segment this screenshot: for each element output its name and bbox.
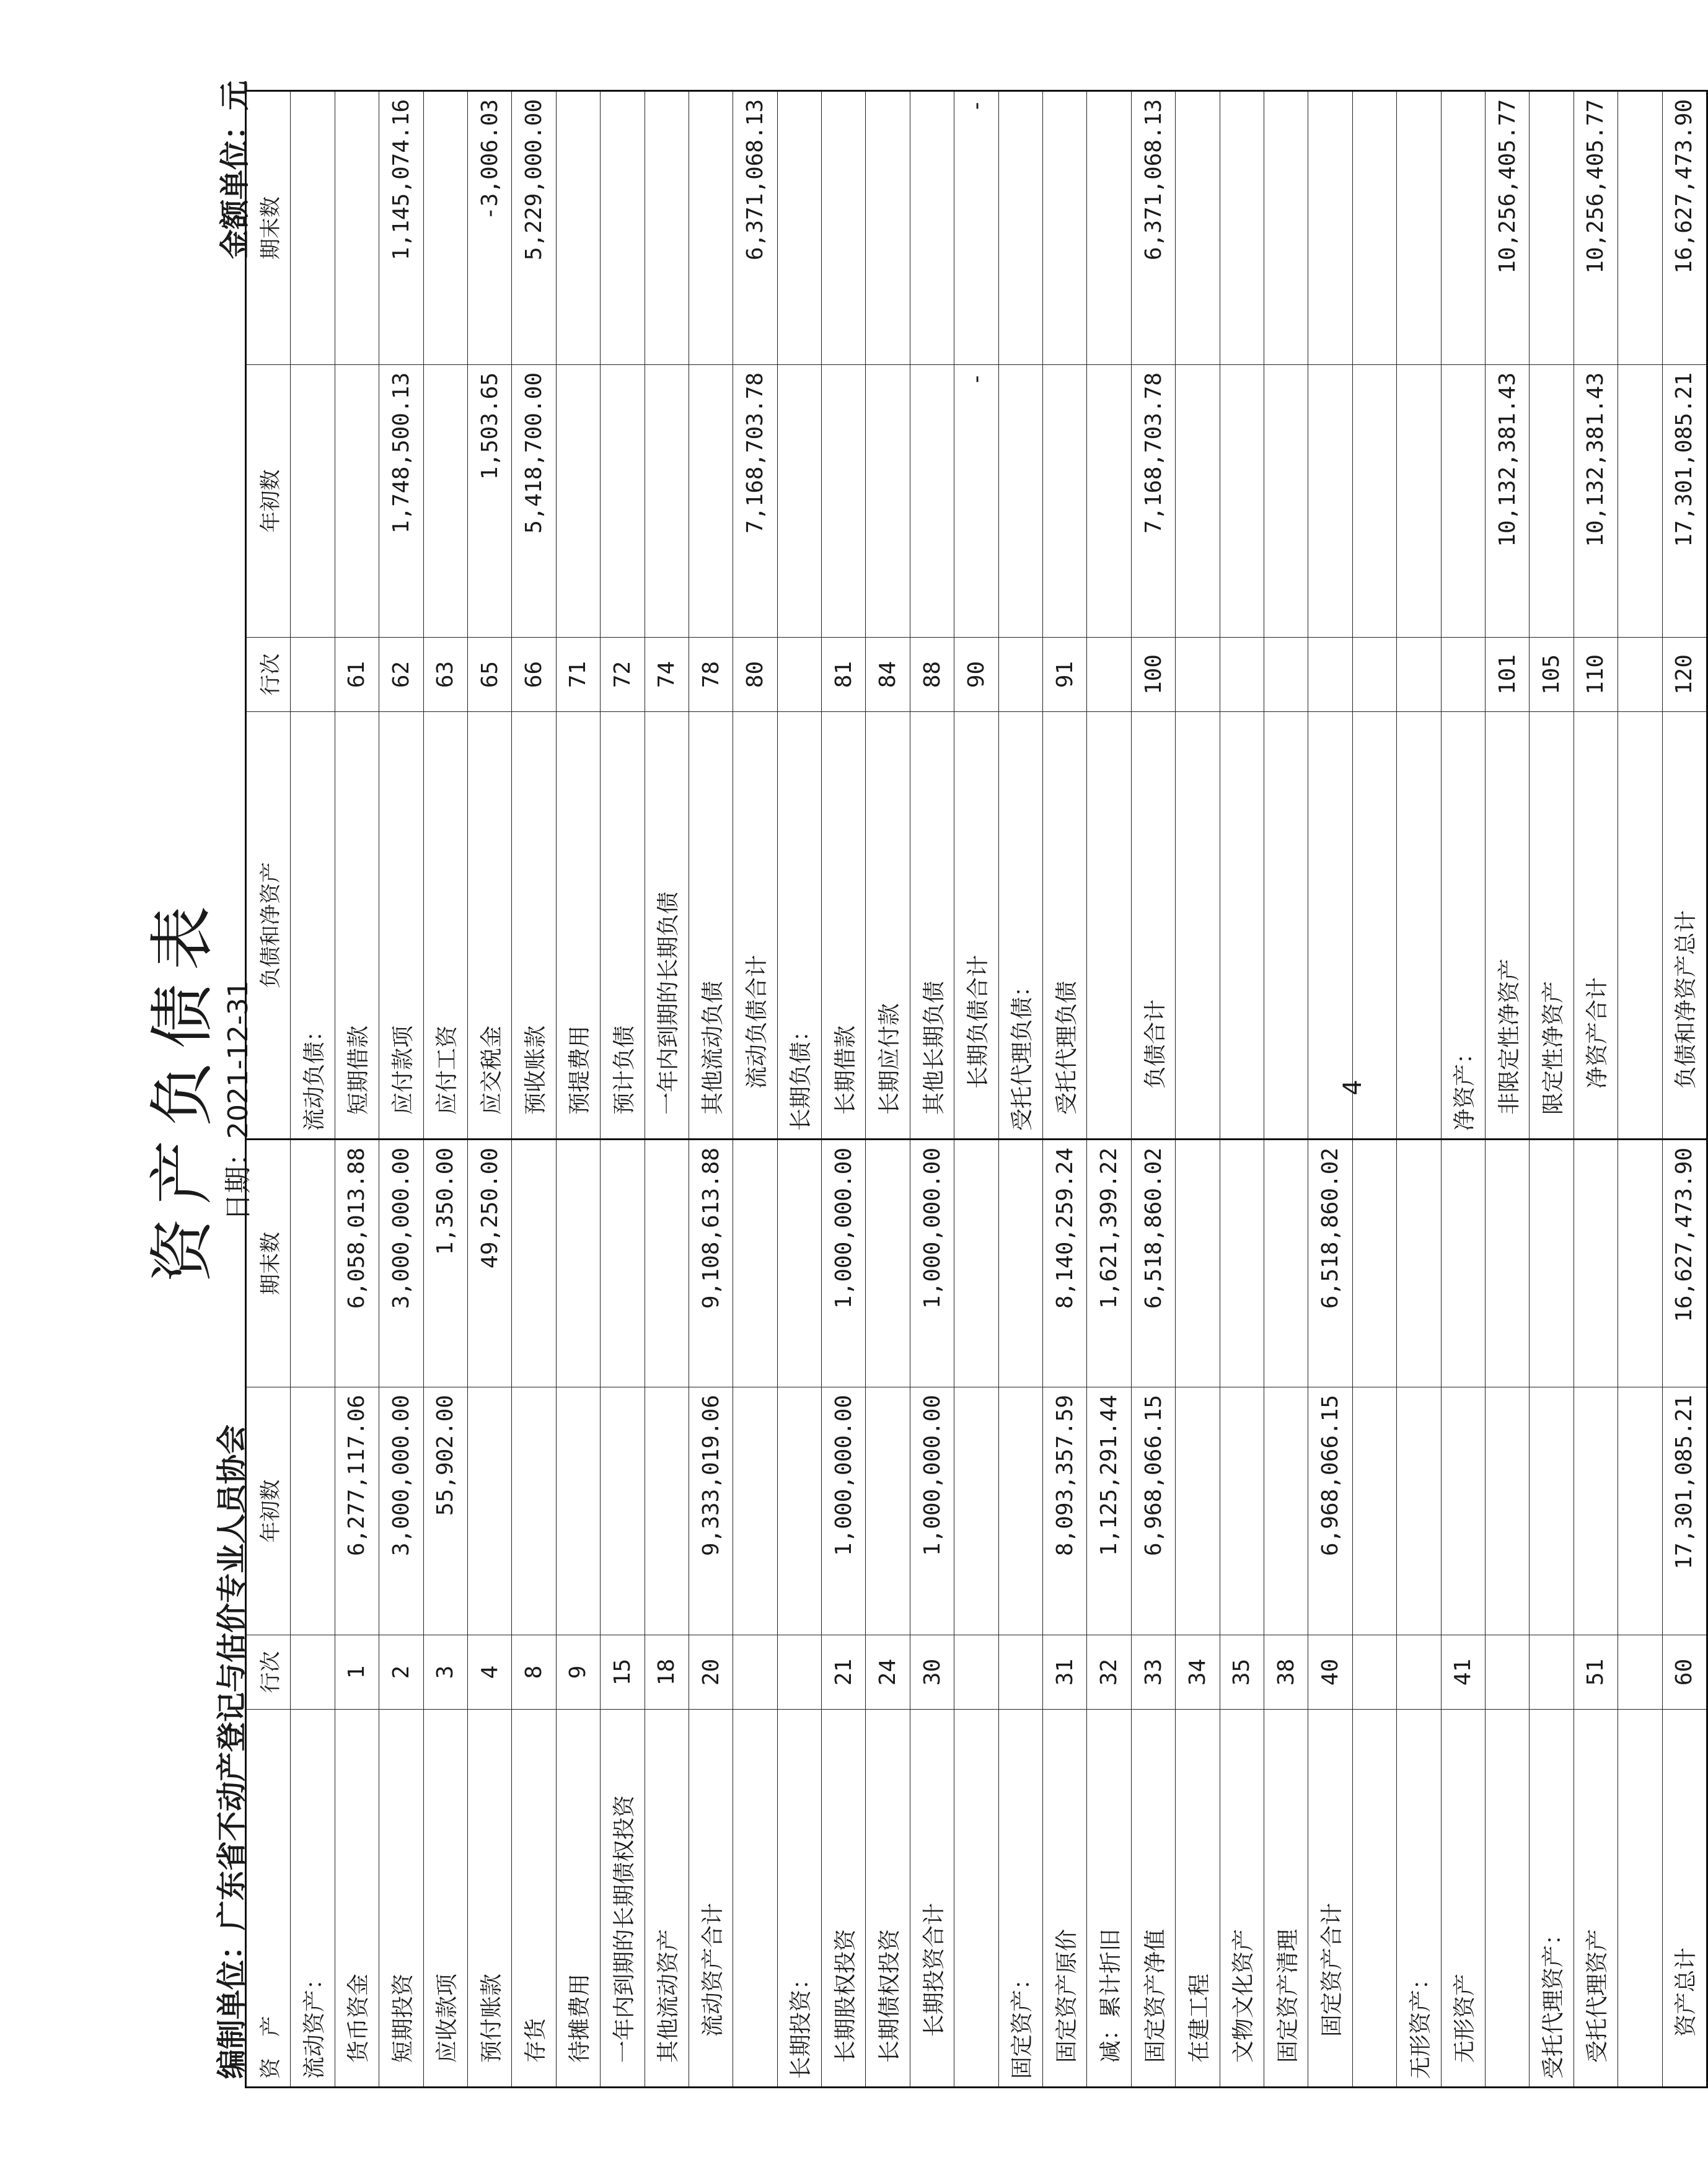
liability-beginning-balance: [998, 365, 1042, 638]
asset-ending-balance: [1220, 1140, 1264, 1387]
liability-line-no: 81: [822, 638, 866, 712]
liability-line-no: [1618, 638, 1662, 712]
table-row: [1530, 91, 1574, 2088]
liability-ending-balance: [1397, 91, 1441, 365]
liability-line-no: [1087, 638, 1131, 712]
liability-name: [1397, 712, 1441, 1140]
asset-name: 应收款项: [423, 1710, 467, 2088]
table-row: [822, 91, 866, 2088]
asset-beginning-balance: [1574, 1387, 1618, 1635]
unit-label: 金额单位：: [218, 110, 252, 260]
asset-line-no: 24: [866, 1635, 910, 1710]
liability-ending-balance: [423, 91, 467, 365]
asset-line-no: 33: [1131, 1635, 1175, 1710]
asset-line-no: 38: [1264, 1635, 1308, 1710]
asset-ending-balance: 1,000,000.00: [822, 1140, 866, 1387]
header-liabilities-net-assets: 负债和净资产: [246, 712, 291, 1140]
org-name: 广东省不动产登记与估价专业人员协会: [214, 1424, 249, 1930]
liability-line-no: [998, 638, 1042, 712]
asset-ending-balance: [601, 1140, 645, 1387]
liability-beginning-balance: 10,132,381.43: [1485, 365, 1529, 638]
asset-line-no: 4: [467, 1635, 511, 1710]
asset-name: 一年内到期的长期债权投资: [601, 1710, 645, 2088]
liability-beginning-balance: [1441, 365, 1485, 638]
asset-ending-balance: 6,518,860.02: [1131, 1140, 1175, 1387]
asset-line-no: 60: [1662, 1635, 1707, 1710]
table-row: [423, 91, 467, 2088]
asset-beginning-balance: [866, 1387, 910, 1635]
table-row: [1131, 91, 1175, 2088]
liability-beginning-balance: [1397, 365, 1441, 638]
liability-beginning-balance: [423, 365, 467, 638]
asset-ending-balance: [733, 1140, 777, 1387]
asset-beginning-balance: [777, 1387, 821, 1635]
liability-name: 其他长期负债: [910, 712, 954, 1140]
liability-name: 净资产合计: [1574, 712, 1618, 1140]
asset-beginning-balance: [1485, 1387, 1529, 1635]
liability-ending-balance: [645, 91, 689, 365]
asset-ending-balance: [1485, 1140, 1529, 1387]
liability-name: [1264, 712, 1308, 1140]
asset-beginning-balance: [512, 1387, 556, 1635]
liability-beginning-balance: [291, 365, 335, 638]
asset-name: 预付账款: [467, 1710, 511, 2088]
asset-ending-balance: [866, 1140, 910, 1387]
liability-ending-balance: 5,229,000.00: [512, 91, 556, 365]
liability-name: 应付款项: [379, 712, 423, 1140]
table-row: [645, 91, 689, 2088]
liability-name: 净资产：: [1441, 712, 1485, 1140]
asset-beginning-balance: [467, 1387, 511, 1635]
asset-line-no: 2: [379, 1635, 423, 1710]
asset-name: 无形资产: [1441, 1710, 1485, 2088]
header-line-no: 行次: [246, 1635, 291, 1710]
asset-ending-balance: 49,250.00: [467, 1140, 511, 1387]
asset-ending-balance: [1397, 1140, 1441, 1387]
asset-name: 固定资产：: [998, 1710, 1042, 2088]
asset-name: 流动资产合计: [689, 1710, 733, 2088]
liability-ending-balance: [601, 91, 645, 365]
unit-value: 元: [218, 81, 252, 111]
balance-sheet-body: [246, 91, 1707, 2088]
asset-beginning-balance: [1530, 1387, 1574, 1635]
header-ending-balance: 期末数: [246, 91, 291, 365]
asset-beginning-balance: 6,277,117.06: [335, 1387, 379, 1635]
table-row: [1176, 91, 1220, 2088]
liability-ending-balance: 1,145,074.16: [379, 91, 423, 365]
asset-ending-balance: 8,140,259.24: [1043, 1140, 1087, 1387]
asset-line-no: 18: [645, 1635, 689, 1710]
asset-beginning-balance: 6,968,066.15: [1131, 1387, 1175, 1635]
asset-beginning-balance: 6,968,066.15: [1308, 1387, 1352, 1635]
asset-name: [954, 1710, 998, 2088]
liability-ending-balance: [998, 91, 1042, 365]
table-header-row: [246, 91, 291, 2088]
liability-line-no: 78: [689, 638, 733, 712]
table-row: [689, 91, 733, 2088]
table-row: [1397, 91, 1441, 2088]
asset-ending-balance: [645, 1140, 689, 1387]
liability-ending-balance: 10,256,405.77: [1574, 91, 1618, 365]
liability-ending-balance: [556, 91, 600, 365]
asset-name: 待摊费用: [556, 1710, 600, 2088]
liability-beginning-balance: 7,168,703.78: [733, 365, 777, 638]
liability-beginning-balance: [645, 365, 689, 638]
liability-beginning-balance: [1220, 365, 1264, 638]
asset-line-no: [1530, 1635, 1574, 1710]
asset-beginning-balance: 3,000,000.00: [379, 1387, 423, 1635]
liability-ending-balance: [1087, 91, 1131, 365]
asset-beginning-balance: 8,093,357.59: [1043, 1387, 1087, 1635]
liability-beginning-balance: [910, 365, 954, 638]
asset-line-no: [954, 1635, 998, 1710]
liability-ending-balance: [1441, 91, 1485, 365]
asset-name: 长期投资：: [777, 1710, 821, 2088]
asset-line-no: 30: [910, 1635, 954, 1710]
table-row: [467, 91, 511, 2088]
asset-ending-balance: [1441, 1140, 1485, 1387]
liability-name: 预收账款: [512, 712, 556, 1140]
asset-name: 在建工程: [1176, 1710, 1220, 2088]
liability-beginning-balance: [1043, 365, 1087, 638]
asset-ending-balance: 3,000,000.00: [379, 1140, 423, 1387]
asset-beginning-balance: [733, 1387, 777, 1635]
asset-name: 固定资产净值: [1131, 1710, 1175, 2088]
table-row: [1220, 91, 1264, 2088]
asset-ending-balance: 6,518,860.02: [1308, 1140, 1352, 1387]
liability-name: 长期负债合计: [954, 712, 998, 1140]
asset-beginning-balance: 17,301,085.21: [1662, 1387, 1707, 1635]
liability-beginning-balance: [777, 365, 821, 638]
asset-line-no: 3: [423, 1635, 467, 1710]
liability-ending-balance: [822, 91, 866, 365]
organization-line: [208, 1425, 250, 2079]
asset-line-no: [291, 1635, 335, 1710]
liability-name: 受托代理负债：: [998, 712, 1042, 1140]
header-beginning-balance: 年初数: [246, 365, 291, 638]
table-row: [954, 91, 998, 2088]
asset-beginning-balance: [1441, 1387, 1485, 1635]
liability-name: 其他流动负债: [689, 712, 733, 1140]
asset-name: 固定资产清理: [1264, 1710, 1308, 2088]
asset-line-no: [1397, 1635, 1441, 1710]
asset-name: 无形资产：: [1397, 1710, 1441, 2088]
asset-line-no: [1618, 1635, 1662, 1710]
asset-ending-balance: [291, 1140, 335, 1387]
liability-line-no: 91: [1043, 638, 1087, 712]
liability-ending-balance: 6,371,068.13: [733, 91, 777, 365]
asset-line-no: 20: [689, 1635, 733, 1710]
asset-name: 文物文化资产: [1220, 1710, 1264, 2088]
liability-line-no: 62: [379, 638, 423, 712]
liability-line-no: 80: [733, 638, 777, 712]
table-row: [1043, 91, 1087, 2088]
liability-line-no: 61: [335, 638, 379, 712]
asset-ending-balance: [1530, 1140, 1574, 1387]
asset-ending-balance: [556, 1140, 600, 1387]
asset-name: [733, 1710, 777, 2088]
date-label: 日期：: [222, 1139, 254, 1221]
table-row: [866, 91, 910, 2088]
page-title: 资产负债表: [144, 892, 220, 1283]
asset-name: 流动资产：: [291, 1710, 335, 2088]
asset-line-no: 34: [1176, 1635, 1220, 1710]
liability-name: 长期负债：: [777, 712, 821, 1140]
asset-name: 短期投资: [379, 1710, 423, 2088]
liability-line-no: [777, 638, 821, 712]
liability-line-no: 66: [512, 638, 556, 712]
liability-name: [1220, 712, 1264, 1140]
table-row: [512, 91, 556, 2088]
asset-beginning-balance: [291, 1387, 335, 1635]
liability-ending-balance: 10,256,405.77: [1485, 91, 1529, 365]
liability-ending-balance: 16,627,473.90: [1662, 91, 1707, 365]
liability-line-no: [1264, 638, 1308, 712]
liability-name: [1176, 712, 1220, 1140]
asset-beginning-balance: 1,000,000.00: [910, 1387, 954, 1635]
header-line-no: 行次: [246, 638, 291, 712]
liability-beginning-balance: -: [954, 365, 998, 638]
liability-beginning-balance: 1,503.65: [467, 365, 511, 638]
liability-name: 流动负债：: [291, 712, 335, 1140]
asset-beginning-balance: [1397, 1387, 1441, 1635]
balance-sheet-table: [245, 90, 1708, 2088]
liability-name: 流动负债合计: [733, 712, 777, 1140]
liability-name: 应付工资: [423, 712, 467, 1140]
liability-beginning-balance: [1176, 365, 1220, 638]
table-row: [1264, 91, 1308, 2088]
table-row: [1441, 91, 1485, 2088]
asset-line-no: 9: [556, 1635, 600, 1710]
asset-beginning-balance: [556, 1387, 600, 1635]
asset-ending-balance: [777, 1140, 821, 1387]
asset-name: 其他流动资产: [645, 1710, 689, 2088]
liability-name: [1618, 712, 1662, 1140]
table-row: [1087, 91, 1131, 2088]
liability-ending-balance: [291, 91, 335, 365]
liability-beginning-balance: [689, 365, 733, 638]
liability-beginning-balance: [1530, 365, 1574, 638]
liability-ending-balance: [1530, 91, 1574, 365]
asset-beginning-balance: [1176, 1387, 1220, 1635]
liability-beginning-balance: [601, 365, 645, 638]
asset-line-no: 21: [822, 1635, 866, 1710]
asset-ending-balance: [954, 1140, 998, 1387]
asset-line-no: [1485, 1635, 1529, 1710]
table-row: [777, 91, 821, 2088]
liability-line-no: 101: [1485, 638, 1529, 712]
asset-name: [1618, 1710, 1662, 2088]
asset-ending-balance: 6,058,013.88: [335, 1140, 379, 1387]
table-row: [998, 91, 1042, 2088]
table-row: [1662, 91, 1707, 2088]
liability-ending-balance: [910, 91, 954, 365]
asset-beginning-balance: [1264, 1387, 1308, 1635]
date-value: 2021-12-31: [222, 980, 254, 1139]
liability-line-no: 105: [1530, 638, 1574, 712]
table-row: [601, 91, 645, 2088]
liability-line-no: [1176, 638, 1220, 712]
liability-name: 负债和净资产总计: [1662, 712, 1707, 1140]
liability-beginning-balance: [1087, 365, 1131, 638]
asset-ending-balance: 1,000,000.00: [910, 1140, 954, 1387]
liability-line-no: 63: [423, 638, 467, 712]
liability-beginning-balance: 7,168,703.78: [1131, 365, 1175, 638]
asset-ending-balance: [512, 1140, 556, 1387]
liability-name: 受托代理负债: [1043, 712, 1087, 1140]
liability-name: 一年内到期的长期负债: [645, 712, 689, 1140]
liability-name: 非限定性净资产: [1485, 712, 1529, 1140]
liability-beginning-balance: [1618, 365, 1662, 638]
asset-line-no: 15: [601, 1635, 645, 1710]
asset-name: 固定资产原价: [1043, 1710, 1087, 2088]
asset-beginning-balance: 1,125,291.44: [1087, 1387, 1131, 1635]
liability-line-no: 65: [467, 638, 511, 712]
liability-line-no: 84: [866, 638, 910, 712]
liability-line-no: 88: [910, 638, 954, 712]
liability-ending-balance: [689, 91, 733, 365]
liability-line-no: [291, 638, 335, 712]
liability-name: 应交税金: [467, 712, 511, 1140]
asset-line-no: [733, 1635, 777, 1710]
header-beginning-balance: 年初数: [246, 1387, 291, 1635]
asset-beginning-balance: [954, 1387, 998, 1635]
liability-ending-balance: [335, 91, 379, 365]
liability-name: 负债合计: [1131, 712, 1175, 1140]
asset-line-no: 41: [1441, 1635, 1485, 1710]
asset-line-no: 1: [335, 1635, 379, 1710]
liability-beginning-balance: [822, 365, 866, 638]
header-assets: 资 产: [246, 1710, 291, 2088]
liability-beginning-balance: 1,748,500.13: [379, 365, 423, 638]
asset-line-no: 8: [512, 1635, 556, 1710]
liability-beginning-balance: [1264, 365, 1308, 638]
liability-beginning-balance: [335, 365, 379, 638]
table-row: [335, 91, 379, 2088]
liability-ending-balance: [866, 91, 910, 365]
asset-line-no: 35: [1220, 1635, 1264, 1710]
liability-ending-balance: [1043, 91, 1087, 365]
liability-name: 限定性净资产: [1530, 712, 1574, 1140]
liability-ending-balance: [1264, 91, 1308, 365]
asset-ending-balance: [1618, 1140, 1662, 1387]
asset-line-no: 32: [1087, 1635, 1131, 1710]
liability-line-no: [1397, 638, 1441, 712]
table-row: [379, 91, 423, 2088]
liability-line-no: [1441, 638, 1485, 712]
liability-ending-balance: -: [954, 91, 998, 365]
table-row: [733, 91, 777, 2088]
liability-beginning-balance: [866, 365, 910, 638]
liability-ending-balance: [1220, 91, 1264, 365]
liability-line-no: 74: [645, 638, 689, 712]
table-row: [556, 91, 600, 2088]
liability-name: 预计负债: [601, 712, 645, 1140]
asset-line-no: 31: [1043, 1635, 1087, 1710]
liability-name: 长期借款: [822, 712, 866, 1140]
header-ending-balance: 期末数: [246, 1140, 291, 1387]
liability-line-no: 72: [601, 638, 645, 712]
liability-line-no: 120: [1662, 638, 1707, 712]
liability-beginning-balance: 5,418,700.00: [512, 365, 556, 638]
table-row: [1574, 91, 1618, 2088]
asset-name: [1485, 1710, 1529, 2088]
asset-name: 货币资金: [335, 1710, 379, 2088]
liability-name: [1087, 712, 1131, 1140]
asset-line-no: 40: [1308, 1635, 1352, 1710]
asset-name: 长期投资合计: [910, 1710, 954, 2088]
asset-line-no: 51: [1574, 1635, 1618, 1710]
liability-name: 长期应付款: [866, 712, 910, 1140]
asset-name: 存货: [512, 1710, 556, 2088]
asset-beginning-balance: [645, 1387, 689, 1635]
asset-line-no: [998, 1635, 1042, 1710]
asset-beginning-balance: 9,333,019.06: [689, 1387, 733, 1635]
liability-ending-balance: -3,006.03: [467, 91, 511, 365]
page-number: 4: [1339, 1079, 1367, 1096]
org-label: 编制单位：: [214, 1930, 249, 2079]
table-row: [910, 91, 954, 2088]
table-row: [291, 91, 335, 2088]
liability-ending-balance: [777, 91, 821, 365]
asset-name: 资产总计: [1662, 1710, 1707, 2088]
asset-name: 减：累计折旧: [1087, 1710, 1131, 2088]
liability-beginning-balance: 10,132,381.43: [1574, 365, 1618, 638]
liability-line-no: 90: [954, 638, 998, 712]
asset-ending-balance: [1574, 1140, 1618, 1387]
liability-line-no: 71: [556, 638, 600, 712]
asset-name: 固定资产合计: [1308, 1710, 1352, 2088]
asset-name: 长期股权投资: [822, 1710, 866, 2088]
asset-beginning-balance: 1,000,000.00: [822, 1387, 866, 1635]
liability-line-no: 100: [1131, 638, 1175, 712]
asset-name: 受托代理资产：: [1530, 1710, 1574, 2088]
asset-ending-balance: 1,350.00: [423, 1140, 467, 1387]
liability-beginning-balance: [556, 365, 600, 638]
asset-ending-balance: 1,621,399.22: [1087, 1140, 1131, 1387]
asset-line-no: [777, 1635, 821, 1710]
liability-ending-balance: [1176, 91, 1220, 365]
liability-ending-balance: 6,371,068.13: [1131, 91, 1175, 365]
liability-line-no: [1220, 638, 1264, 712]
liability-name: 短期借款: [335, 712, 379, 1140]
table-row: [1618, 91, 1662, 2088]
table-row: [1485, 91, 1529, 2088]
asset-beginning-balance: 55,902.00: [423, 1387, 467, 1635]
asset-ending-balance: [1264, 1140, 1308, 1387]
asset-beginning-balance: [601, 1387, 645, 1635]
liability-beginning-balance: 17,301,085.21: [1662, 365, 1707, 638]
asset-name: 长期债权投资: [866, 1710, 910, 2088]
asset-name: 受托代理资产: [1574, 1710, 1618, 2088]
asset-beginning-balance: [1618, 1387, 1662, 1635]
liability-name: 预提费用: [556, 712, 600, 1140]
asset-ending-balance: 9,108,613.88: [689, 1140, 733, 1387]
asset-ending-balance: [1176, 1140, 1220, 1387]
asset-ending-balance: [998, 1140, 1042, 1387]
asset-beginning-balance: [1220, 1387, 1264, 1635]
liability-ending-balance: [1618, 91, 1662, 365]
asset-beginning-balance: [998, 1387, 1042, 1635]
liability-line-no: 110: [1574, 638, 1618, 712]
asset-ending-balance: 16,627,473.90: [1662, 1140, 1707, 1387]
